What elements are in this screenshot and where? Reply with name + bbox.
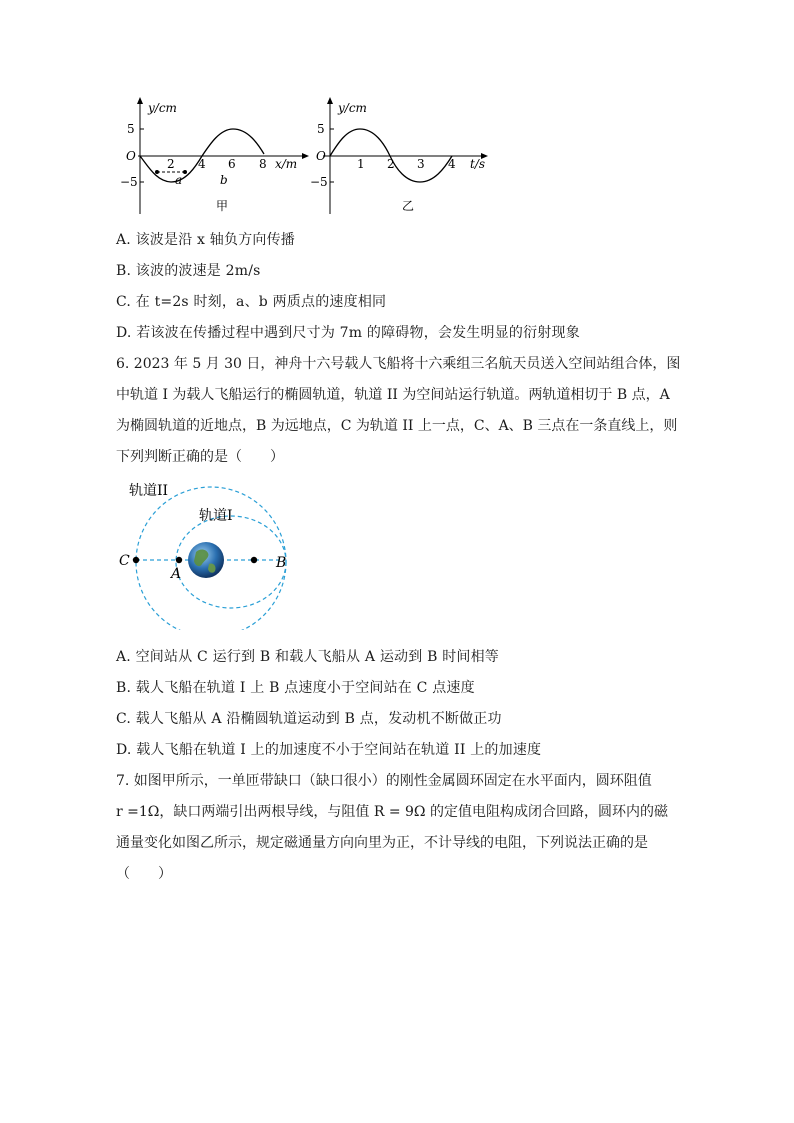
q6-option-b: B. 载人飞船在轨道 I 上 B 点速度小于空间站在 C 点速度 xyxy=(116,680,475,696)
q7-stem-line-3: 通量变化如图乙所示，规定磁通量方向向里为正，不计导线的电阻，下列说法正确的是 xyxy=(116,835,648,851)
q6-option-c: C. 载人飞船从 A 沿椭圆轨道运动到 B 点，发动机不断做正功 xyxy=(116,711,502,727)
t-tick-4: 4 xyxy=(448,157,456,171)
y-axis-label: y/cm xyxy=(148,101,177,115)
y-axis-label: y/cm xyxy=(338,101,367,115)
q6-stem-line-4: 下列判断正确的是（ ） xyxy=(116,449,284,465)
t-tick-2: 2 xyxy=(387,157,395,171)
q5-option-b: B. 该波的波速是 2m/s xyxy=(116,263,261,279)
point-b xyxy=(251,557,257,563)
x-tick-8: 8 xyxy=(259,157,267,171)
q7-stem-line-2: r =1Ω，缺口两端引出两根导线，与阻值 R = 9Ω 的定值电阻构成闭合回路，圆环内的磁 xyxy=(116,804,668,820)
point-a xyxy=(155,170,159,174)
x-axis-label: x/m xyxy=(275,157,298,171)
point-b-label: B xyxy=(276,555,287,571)
origin-label: O xyxy=(316,149,326,163)
orbit-i-label: 轨道I xyxy=(199,508,233,524)
y-tick-5: 5 xyxy=(317,122,325,136)
q5-option-c: C. 在 t=2s 时刻，a、b 两质点的速度相同 xyxy=(116,294,387,310)
x-tick-4: 4 xyxy=(198,157,206,171)
q6-stem-line-1: 6. 2023 年 5 月 30 日，神舟十六号载人飞船将十六乘组三名航天员送入空间站组合体，图 xyxy=(116,356,681,372)
q7-stem-line-4: （ ） xyxy=(116,866,172,882)
t-tick-1: 1 xyxy=(357,157,365,171)
q5-option-d: D. 若该波在传播过程中遇到尺寸为 7m 的障碍物，会发生明显的衍射现象 xyxy=(116,325,580,341)
q6-stem-line-2: 中轨道 I 为载人飞船运行的椭圆轨道，轨道 II 为空间站运行轨道。两轨道相切于 B 点，A xyxy=(116,387,670,403)
t-tick-3: 3 xyxy=(417,157,425,171)
q6-option-a: A. 空间站从 C 运行到 B 和载人飞船从 A 运动到 B 时间相等 xyxy=(116,649,500,665)
point-b-label: b xyxy=(220,173,228,187)
graph-caption: 乙 xyxy=(402,199,415,213)
x-tick-2: 2 xyxy=(167,157,175,171)
point-a-label: A xyxy=(171,566,182,582)
graph-caption: 甲 xyxy=(216,199,229,213)
point-a xyxy=(176,557,182,563)
q7-stem-line-1: 7. 如图甲所示，一单匝带缺口（缺口很小）的刚性金属圆环固定在水平面内，圆环阻值 xyxy=(116,773,652,789)
y-tick-5: 5 xyxy=(127,122,135,136)
t-axis-label: t/s xyxy=(470,157,486,171)
q6-stem-line-3: 为椭圆轨道的近地点，B 为远地点，C 为轨道 II 上一点，C、A、B 三点在一条直线上，则 xyxy=(116,418,678,434)
orbit-diagram xyxy=(116,478,301,630)
orbit-ii-label: 轨道II xyxy=(129,483,169,499)
point-c xyxy=(133,557,139,563)
y-tick-neg5: −5 xyxy=(120,175,138,189)
vibration-graph-yi xyxy=(305,96,495,216)
point-a-label: a xyxy=(175,173,183,187)
q6-option-d: D. 载人飞船在轨道 I 上的加速度不小于空间站在轨道 II 上的加速度 xyxy=(116,742,542,758)
q5-option-a: A. 该波是沿 x 轴负方向传播 xyxy=(116,232,296,248)
y-tick-neg5: −5 xyxy=(310,175,328,189)
point-c-label: C xyxy=(119,553,130,569)
earth-icon xyxy=(188,542,224,578)
point-b xyxy=(183,170,187,174)
x-tick-6: 6 xyxy=(228,157,236,171)
origin-label: O xyxy=(126,149,136,163)
y-axis-arrow-icon xyxy=(137,97,143,104)
y-axis-arrow-icon xyxy=(327,97,333,104)
wave-graph-jia xyxy=(120,96,310,216)
